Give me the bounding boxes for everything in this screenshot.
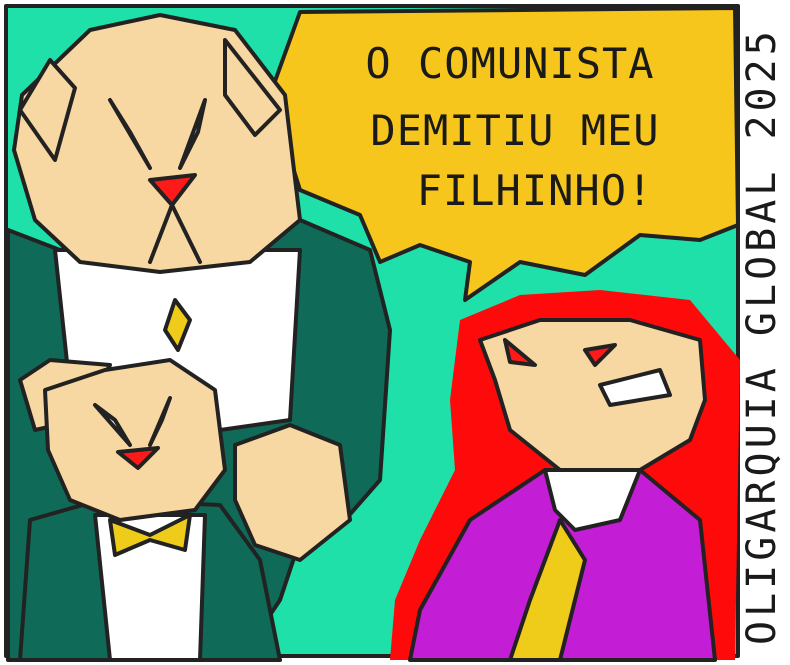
- side-credit-text: OLIGARQUIA GLOBAL 2025: [739, 27, 785, 645]
- speech-line-1: O COMUNISTA: [365, 39, 655, 88]
- speech-line-3: FILHINHO!: [416, 166, 654, 215]
- speech-line-2: DEMITIU MEU: [370, 106, 660, 155]
- small-dog-head: [45, 360, 225, 520]
